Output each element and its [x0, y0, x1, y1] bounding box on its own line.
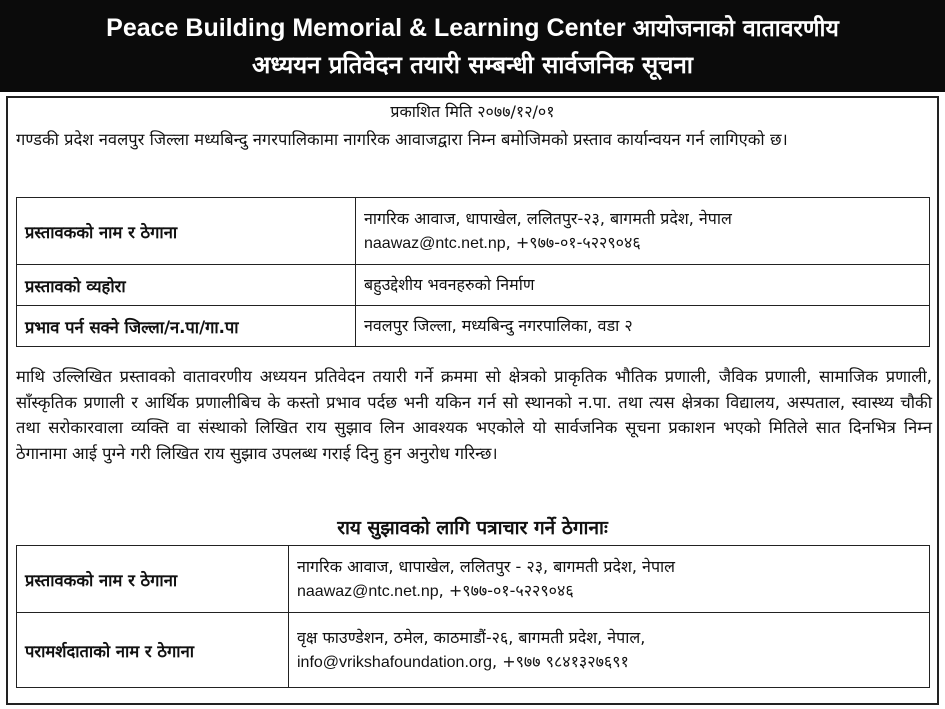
table-row [17, 306, 930, 347]
value-line: नागरिक आवाज, धापाखेल, ललितपुर-२३, बागमती प्रदेश, नेपाल [364, 208, 732, 228]
publish-date: प्रकाशित मिति २०७७/१२/०१ [390, 102, 555, 121]
table-row [17, 198, 930, 265]
row-value: नवलपुर जिल्ला, मध्यबिन्दु नगरपालिका, वडा २ [356, 306, 930, 347]
header-title-line [0, 10, 945, 47]
row-label: प्रभाव पर्न सक्ने जिल्ला/न.पा/गा.पा [17, 306, 356, 347]
email-link[interactable]: naawaz@ntc.net.np [364, 234, 506, 252]
value-contact [297, 579, 929, 604]
header-title-ne: आयोजनाको वातावरणीय [632, 15, 839, 42]
row-label: प्रस्तावको व्यहोरा [17, 265, 356, 306]
row-value [289, 546, 930, 613]
table-row [17, 265, 930, 306]
body-paragraph: माथि उल्लिखित प्रस्तावको वातावरणीय अध्ययन प्रतिवेदन तयारी गर्ने क्रममा सो क्षेत्रको प्राकृतिक भौतिक प्रणाली, जैविक प्रणाली, सामाजिक प्रणाली, साँस्कृतिक प्रणाली र आर्थिक प्रणालीबिच के कस्तो प्रभाव पर्दछ भनी यकिन गर्न सो स्थानको न.पा. तथा त्यस क्षेत्रका विद्यालय, अस्पताल, स्वास्थ्य चौकी तथा सरोकारवाला व्यक्ति वा संस्थाको लिखित राय सुझाव लिन आवश्यक भएकोले यो सार्वजनिक सूचना प्रकाशन भएको मितिले सात दिनभित्र निम्न ठेगानामा आई पुग्ने गरी लिखित राय सुझाव उपलब्ध गराई दिनु हुन अनुरोध गरिन्छ। [16, 367, 932, 463]
header-title-en: Peace Building Memorial & Learning Center [106, 13, 626, 42]
email-link[interactable]: naawaz@ntc.net.np [297, 582, 439, 600]
row-value: बहुउद्देशीय भवनहरुको निर्माण [356, 265, 930, 306]
contact-heading: राय सुझावको लागि पत्राचार गर्ने ठेगानाः [337, 517, 608, 539]
intro-paragraph: गण्डकी प्रदेश नवलपुर जिल्ला मध्यबिन्दु नगरपालिकामा नागरिक आवाजद्वारा निम्न बमोजिमको प्रस्ताव कार्यान्वयन गर्न लागिएको छ। [16, 130, 788, 149]
table-row [17, 613, 930, 688]
phone-number: , +९७७-०१-५२२९०४६ [505, 232, 641, 252]
row-value [356, 198, 930, 265]
header-subtitle: अध्ययन प्रतिवेदन तयारी सम्बन्धी सार्वजनिक सूचना [251, 50, 694, 79]
value-contact [297, 650, 929, 675]
value-line: वृक्ष फाउण्डेशन, ठमेल, काठमाडौं-२६, बागमती प्रदेश, नेपाल, [297, 627, 646, 647]
email-link[interactable]: info@vrikshafoundation.org [297, 653, 493, 671]
notice-header [0, 0, 945, 92]
row-label: प्रस्तावकको नाम र ठेगाना [17, 198, 356, 265]
table-row [17, 546, 930, 613]
row-label: प्रस्तावकको नाम र ठेगाना [17, 546, 289, 613]
value-line: नागरिक आवाज, धापाखेल, ललितपुर - २३, बागमती प्रदेश, नेपाल [297, 556, 676, 576]
contact-table [16, 545, 930, 688]
row-value [289, 613, 930, 688]
proposal-table [16, 197, 930, 347]
phone-number: , +९७७-०१-५२२९०४६ [438, 580, 574, 600]
value-contact [364, 231, 929, 256]
row-label: परामर्शदाताको नाम र ठेगाना [17, 613, 289, 688]
phone-number: , +९७७ ९८४१३२७६९१ [492, 651, 629, 671]
